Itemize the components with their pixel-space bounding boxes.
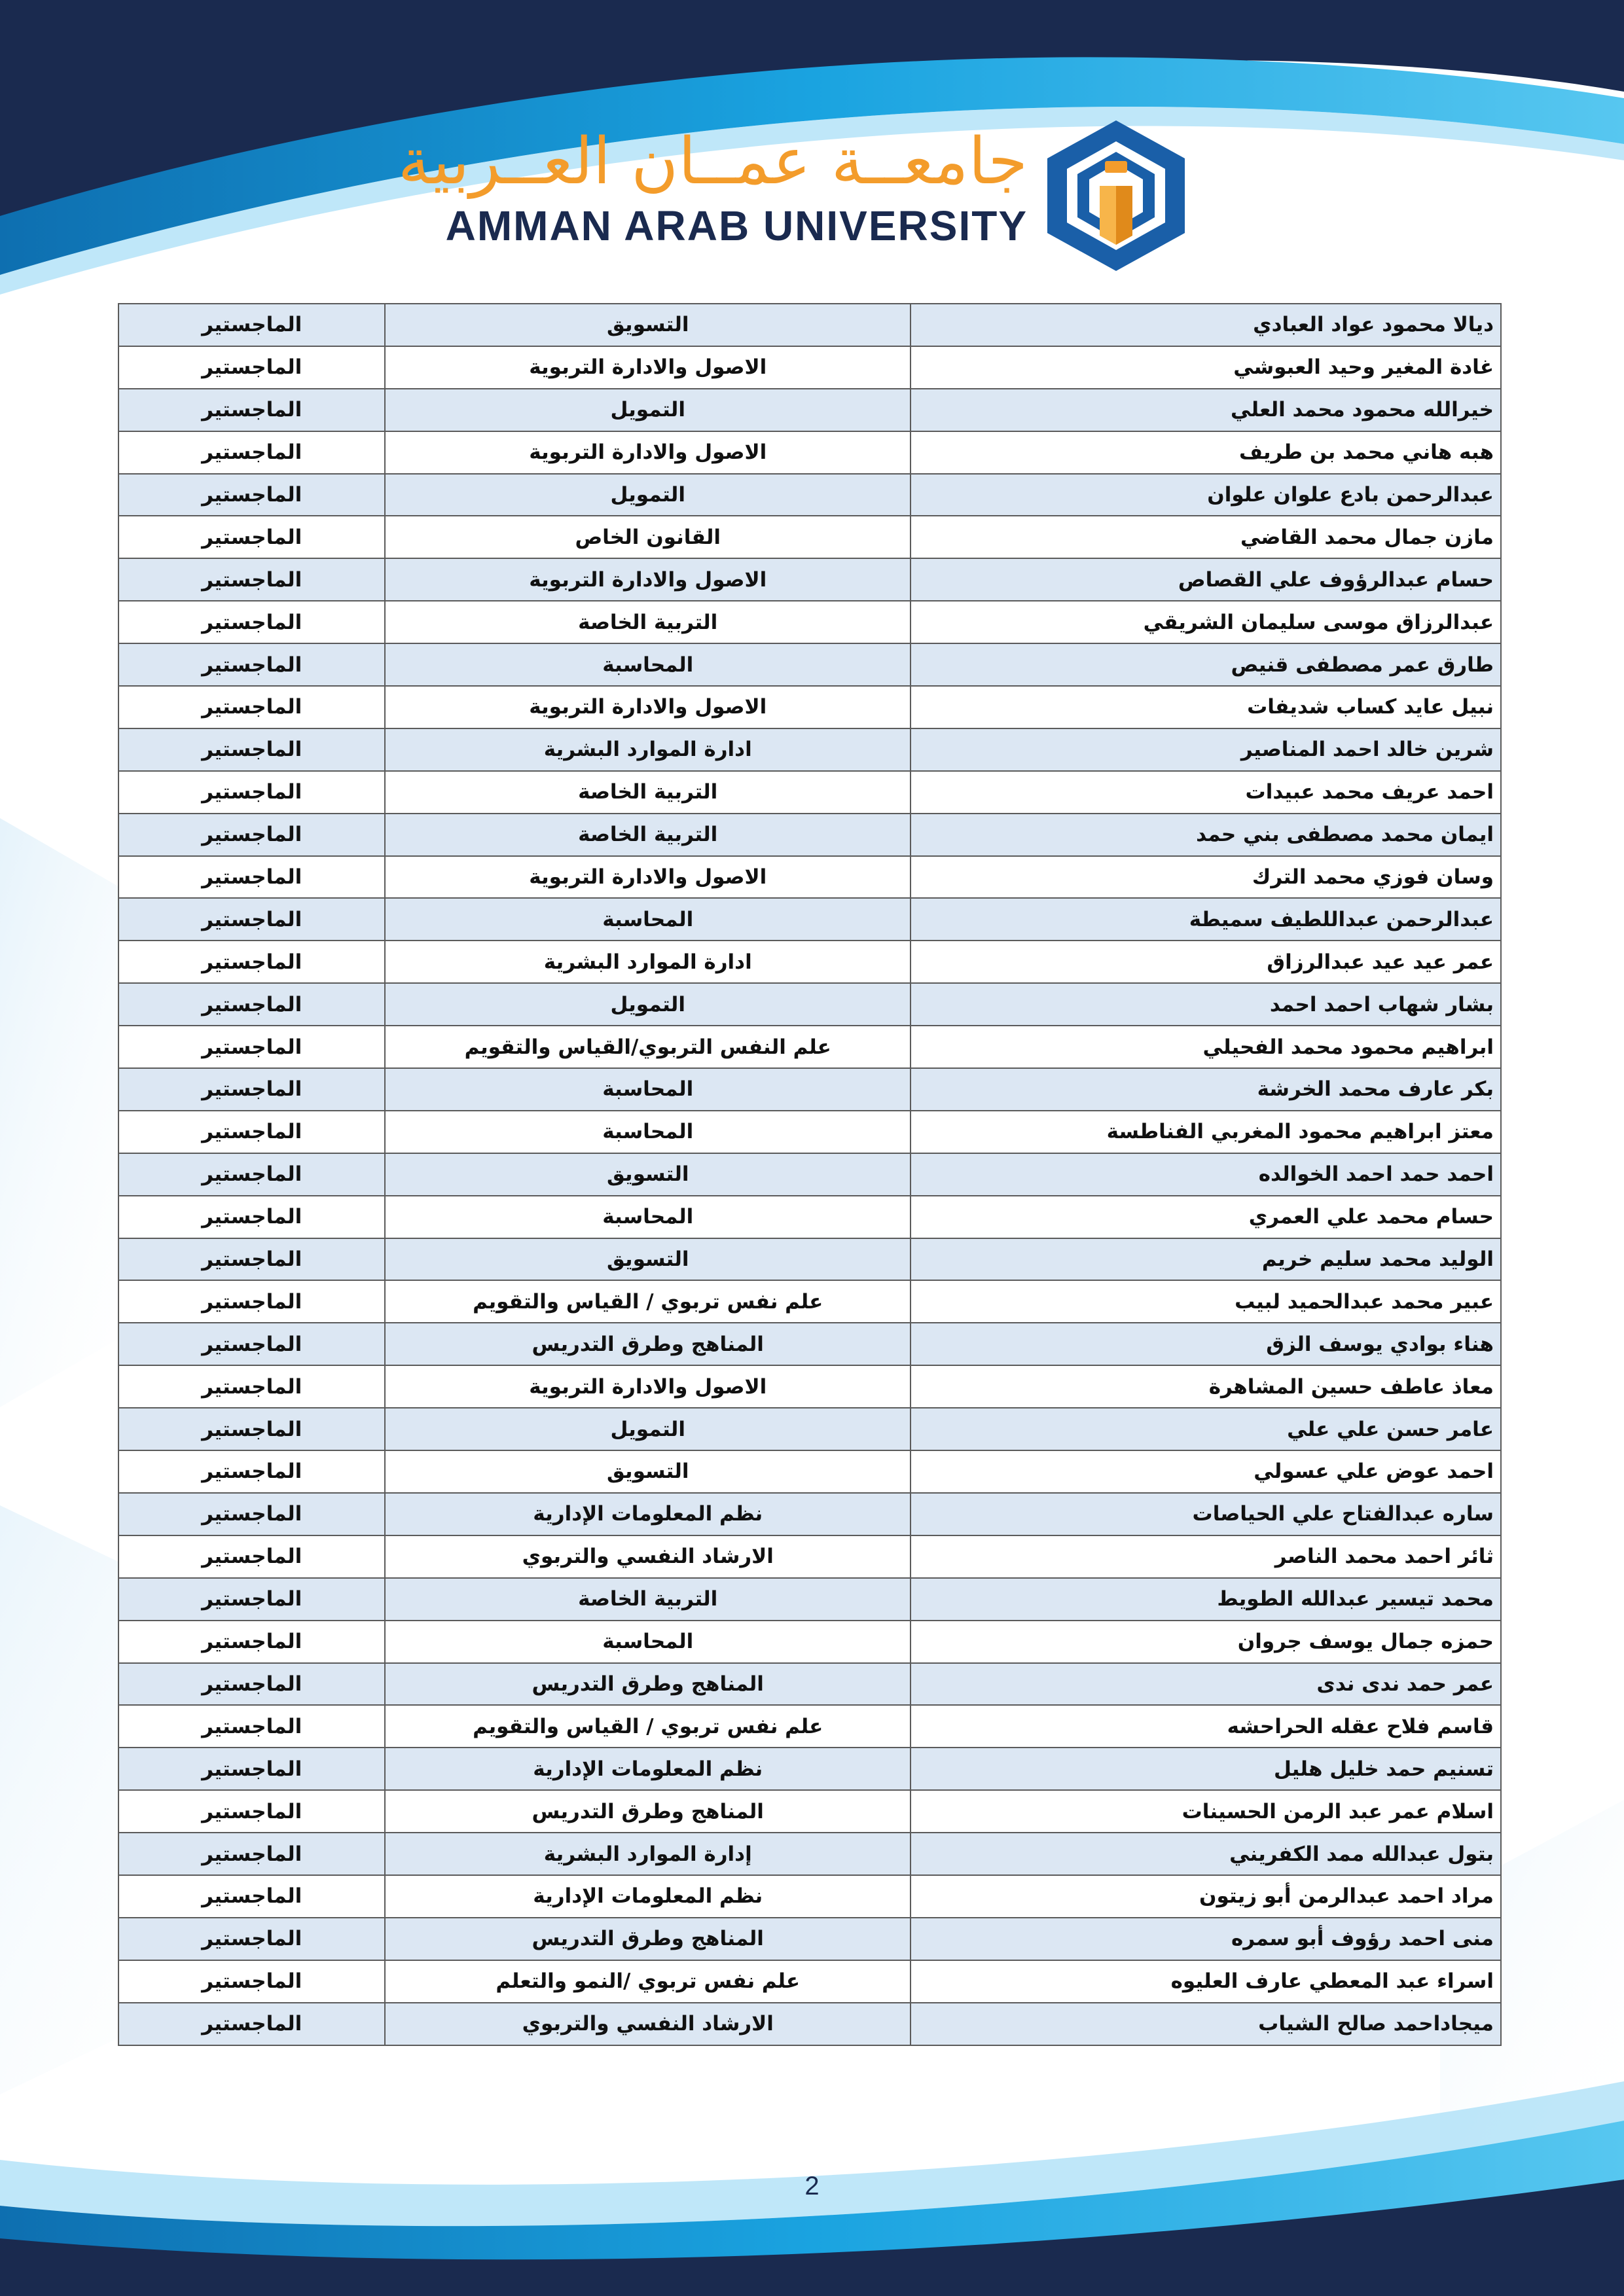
table-row xyxy=(118,1790,1501,1833)
major-cell: التربية الخاصة xyxy=(385,601,911,643)
degree-cell: الماجستير xyxy=(118,771,385,814)
table-row xyxy=(118,1663,1501,1706)
student-name-cell: عبدالرحمن عبداللطيف سميطة xyxy=(911,898,1501,941)
degree-cell: الماجستير xyxy=(118,474,385,516)
table-row xyxy=(118,1026,1501,1068)
degree-cell: الماجستير xyxy=(118,1833,385,1875)
major-cell: المحاسبة xyxy=(385,1111,911,1153)
student-name-cell: عامر حسن علي علي xyxy=(911,1408,1501,1450)
table-row xyxy=(118,1960,1501,2003)
table-row xyxy=(118,1578,1501,1621)
table-row xyxy=(118,1875,1501,1918)
table-row xyxy=(118,1833,1501,1875)
student-name-cell: منى احمد رؤوف أبو سمره xyxy=(911,1918,1501,1960)
student-name-cell: عمر حمد ندى ندى xyxy=(911,1663,1501,1706)
degree-cell: الماجستير xyxy=(118,1323,385,1365)
degree-cell: الماجستير xyxy=(118,304,385,346)
major-cell: الارشاد النفسي والتربوي xyxy=(385,2003,911,2045)
major-cell: الاصول والادارة التربوية xyxy=(385,1365,911,1408)
table-row xyxy=(118,1111,1501,1153)
major-cell: التمويل xyxy=(385,389,911,431)
student-name-cell: عبدالرحمن بادع علوان علوان xyxy=(911,474,1501,516)
table-row xyxy=(118,1408,1501,1450)
table-row xyxy=(118,1493,1501,1535)
major-cell: التسويق xyxy=(385,304,911,346)
table-row xyxy=(118,389,1501,431)
major-cell: نظم المعلومات الإدارية xyxy=(385,1875,911,1918)
major-cell: التسويق xyxy=(385,1238,911,1281)
degree-cell: الماجستير xyxy=(118,601,385,643)
major-cell: التمويل xyxy=(385,1408,911,1450)
degree-cell: الماجستير xyxy=(118,728,385,771)
student-name-cell: حمزه جمال يوسف جروان xyxy=(911,1621,1501,1663)
student-name-cell: ساره عبدالفتاح علي الحياصات xyxy=(911,1493,1501,1535)
student-name-cell: ثائر احمد محمد الناصر xyxy=(911,1535,1501,1578)
table-row xyxy=(118,1705,1501,1748)
major-cell: التسويق xyxy=(385,1450,911,1493)
table-row xyxy=(118,1748,1501,1790)
student-name-cell: عمر عيد عيد عبدالرزاق xyxy=(911,941,1501,983)
table-row xyxy=(118,1196,1501,1238)
table-row xyxy=(118,2003,1501,2045)
student-name-cell: ميجاداحمد صالح الشياب xyxy=(911,2003,1501,2045)
table-row xyxy=(118,941,1501,983)
student-name-cell: تسنيم حمد خليل هليل xyxy=(911,1748,1501,1790)
student-name-cell: عبدالرزاق موسى سليمان الشريقي xyxy=(911,601,1501,643)
major-cell: الاصول والادارة التربوية xyxy=(385,431,911,474)
major-cell: التمويل xyxy=(385,983,911,1026)
major-cell: المناهج وطرق التدريس xyxy=(385,1663,911,1706)
major-cell: المناهج وطرق التدريس xyxy=(385,1790,911,1833)
major-cell: المناهج وطرق التدريس xyxy=(385,1323,911,1365)
student-name-cell: ايمان محمد مصطفى بني حمد xyxy=(911,814,1501,856)
degree-cell: الماجستير xyxy=(118,1875,385,1918)
table-row xyxy=(118,728,1501,771)
degree-cell: الماجستير xyxy=(118,1621,385,1663)
table-row xyxy=(118,1280,1501,1323)
major-cell: علم النفس التربوي/القياس والتقويم xyxy=(385,1026,911,1068)
graduates-table-body xyxy=(118,304,1501,2045)
table-row xyxy=(118,856,1501,899)
table-row xyxy=(118,558,1501,601)
student-name-cell: الوليد محمد سليم خريم xyxy=(911,1238,1501,1281)
table-row xyxy=(118,1621,1501,1663)
table-row xyxy=(118,771,1501,814)
degree-cell: الماجستير xyxy=(118,643,385,686)
degree-cell: الماجستير xyxy=(118,1026,385,1068)
degree-cell: الماجستير xyxy=(118,1663,385,1706)
major-cell: التربية الخاصة xyxy=(385,814,911,856)
degree-cell: الماجستير xyxy=(118,1578,385,1621)
student-name-cell: شرين خالد احمد المناصير xyxy=(911,728,1501,771)
degree-cell: الماجستير xyxy=(118,1196,385,1238)
degree-cell: الماجستير xyxy=(118,1238,385,1281)
degree-cell: الماجستير xyxy=(118,389,385,431)
table-row xyxy=(118,1153,1501,1196)
degree-cell: الماجستير xyxy=(118,941,385,983)
major-cell: الاصول والادارة التربوية xyxy=(385,346,911,389)
student-name-cell: وسان فوزي محمد الترك xyxy=(911,856,1501,899)
major-cell: نظم المعلومات الإدارية xyxy=(385,1493,911,1535)
degree-cell: الماجستير xyxy=(118,1535,385,1578)
major-cell: التسويق xyxy=(385,1153,911,1196)
student-name-cell: هناء بوادي يوسف الزق xyxy=(911,1323,1501,1365)
student-name-cell: هبه هاني محمد بن طريف xyxy=(911,431,1501,474)
major-cell: علم نفس تربوي /النمو والتعلم xyxy=(385,1960,911,2003)
major-cell: المحاسبة xyxy=(385,1068,911,1111)
degree-cell: الماجستير xyxy=(118,1153,385,1196)
degree-cell: الماجستير xyxy=(118,1918,385,1960)
major-cell: ادارة الموارد البشرية xyxy=(385,728,911,771)
degree-cell: الماجستير xyxy=(118,686,385,728)
table-row xyxy=(118,1365,1501,1408)
table-row xyxy=(118,474,1501,516)
student-name-cell: احمد عريف محمد عبيدات xyxy=(911,771,1501,814)
student-name-cell: ديالا محمود عواد العبادي xyxy=(911,304,1501,346)
table-row xyxy=(118,1918,1501,1960)
page-number: 2 xyxy=(804,2172,820,2200)
student-name-cell: طارق عمر مصطفى قنيص xyxy=(911,643,1501,686)
major-cell: الارشاد النفسي والتربوي xyxy=(385,1535,911,1578)
student-name-cell: معتز ابراهيم محمود المغربي الفناطسة xyxy=(911,1111,1501,1153)
table-row xyxy=(118,516,1501,558)
major-cell: التمويل xyxy=(385,474,911,516)
major-cell: المحاسبة xyxy=(385,1196,911,1238)
student-name-cell: بتول عبدالله ممد الكفريني xyxy=(911,1833,1501,1875)
degree-cell: الماجستير xyxy=(118,1450,385,1493)
student-name-cell: معاذ عاطف حسين المشاهرة xyxy=(911,1365,1501,1408)
student-name-cell: قاسم فلاح عقله الحراحشه xyxy=(911,1705,1501,1748)
student-name-cell: احمد حمد احمد الخوالده xyxy=(911,1153,1501,1196)
major-cell: المحاسبة xyxy=(385,1621,911,1663)
degree-cell: الماجستير xyxy=(118,1705,385,1748)
table-row xyxy=(118,304,1501,346)
degree-cell: الماجستير xyxy=(118,1790,385,1833)
major-cell: ادارة الموارد البشرية xyxy=(385,941,911,983)
degree-cell: الماجستير xyxy=(118,1068,385,1111)
degree-cell: الماجستير xyxy=(118,1748,385,1790)
table-row xyxy=(118,1535,1501,1578)
degree-cell: الماجستير xyxy=(118,1111,385,1153)
major-cell: المحاسبة xyxy=(385,643,911,686)
major-cell: المحاسبة xyxy=(385,898,911,941)
table-row xyxy=(118,1450,1501,1493)
student-name-cell: اسراء عبد المعطي عارف العليوه xyxy=(911,1960,1501,2003)
table-row xyxy=(118,346,1501,389)
degree-cell: الماجستير xyxy=(118,1408,385,1450)
major-cell: المناهج وطرق التدريس xyxy=(385,1918,911,1960)
major-cell: علم نفس تربوي / القياس والتقويم xyxy=(385,1280,911,1323)
degree-cell: الماجستير xyxy=(118,1365,385,1408)
degree-cell: الماجستير xyxy=(118,431,385,474)
student-name-cell: مراد احمد عبدالرمن أبو زيتون xyxy=(911,1875,1501,1918)
student-name-cell: غادة المغير وحيد العبوشي xyxy=(911,346,1501,389)
student-name-cell: مازن جمال محمد القاضي xyxy=(911,516,1501,558)
major-cell: القانون الخاص xyxy=(385,516,911,558)
degree-cell: الماجستير xyxy=(118,898,385,941)
table-row xyxy=(118,983,1501,1026)
degree-cell: الماجستير xyxy=(118,2003,385,2045)
student-name-cell: خيرالله محمود محمد العلي xyxy=(911,389,1501,431)
degree-cell: الماجستير xyxy=(118,1960,385,2003)
university-name-arabic: جامعــة عمــان العــربية xyxy=(397,124,1028,199)
major-cell: إدارة الموارد البشرية xyxy=(385,1833,911,1875)
table-row xyxy=(118,898,1501,941)
university-logo xyxy=(397,111,1204,281)
student-name-cell: محمد تيسير عبدالله الطويط xyxy=(911,1578,1501,1621)
student-name-cell: حسام عبدالرؤوف علي القصاص xyxy=(911,558,1501,601)
table-row xyxy=(118,814,1501,856)
major-cell: الاصول والادارة التربوية xyxy=(385,558,911,601)
table-row xyxy=(118,1068,1501,1111)
table-row xyxy=(118,1323,1501,1365)
degree-cell: الماجستير xyxy=(118,1493,385,1535)
major-cell: التربية الخاصة xyxy=(385,771,911,814)
table-row xyxy=(118,1238,1501,1281)
student-name-cell: عبير محمد عبدالحميد لبيب xyxy=(911,1280,1501,1323)
table-row xyxy=(118,431,1501,474)
student-name-cell: حسام محمد علي العمري xyxy=(911,1196,1501,1238)
major-cell: الاصول والادارة التربوية xyxy=(385,686,911,728)
major-cell: علم نفس تربوي / القياس والتقويم xyxy=(385,1705,911,1748)
degree-cell: الماجستير xyxy=(118,814,385,856)
student-name-cell: اسلام عمر عبد الرمن الحسينات xyxy=(911,1790,1501,1833)
degree-cell: الماجستير xyxy=(118,1280,385,1323)
student-name-cell: ابراهيم محمود محمد الفحيلي xyxy=(911,1026,1501,1068)
major-cell: التربية الخاصة xyxy=(385,1578,911,1621)
degree-cell: الماجستير xyxy=(118,516,385,558)
degree-cell: الماجستير xyxy=(118,983,385,1026)
university-emblem-icon xyxy=(1047,120,1185,271)
student-name-cell: نبيل عايد كساب شديفات xyxy=(911,686,1501,728)
student-name-cell: احمد عوض علي عسولي xyxy=(911,1450,1501,1493)
student-name-cell: بكر عارف محمد الخرشة xyxy=(911,1068,1501,1111)
graduates-table xyxy=(118,303,1502,2046)
major-cell: نظم المعلومات الإدارية xyxy=(385,1748,911,1790)
table-row xyxy=(118,686,1501,728)
university-name-english: AMMAN ARAB UNIVERSITY xyxy=(445,202,1028,249)
student-name-cell: بشار شهاب احمد احمد xyxy=(911,983,1501,1026)
degree-cell: الماجستير xyxy=(118,346,385,389)
major-cell: الاصول والادارة التربوية xyxy=(385,856,911,899)
table-row xyxy=(118,643,1501,686)
table-row xyxy=(118,601,1501,643)
degree-cell: الماجستير xyxy=(118,856,385,899)
degree-cell: الماجستير xyxy=(118,558,385,601)
